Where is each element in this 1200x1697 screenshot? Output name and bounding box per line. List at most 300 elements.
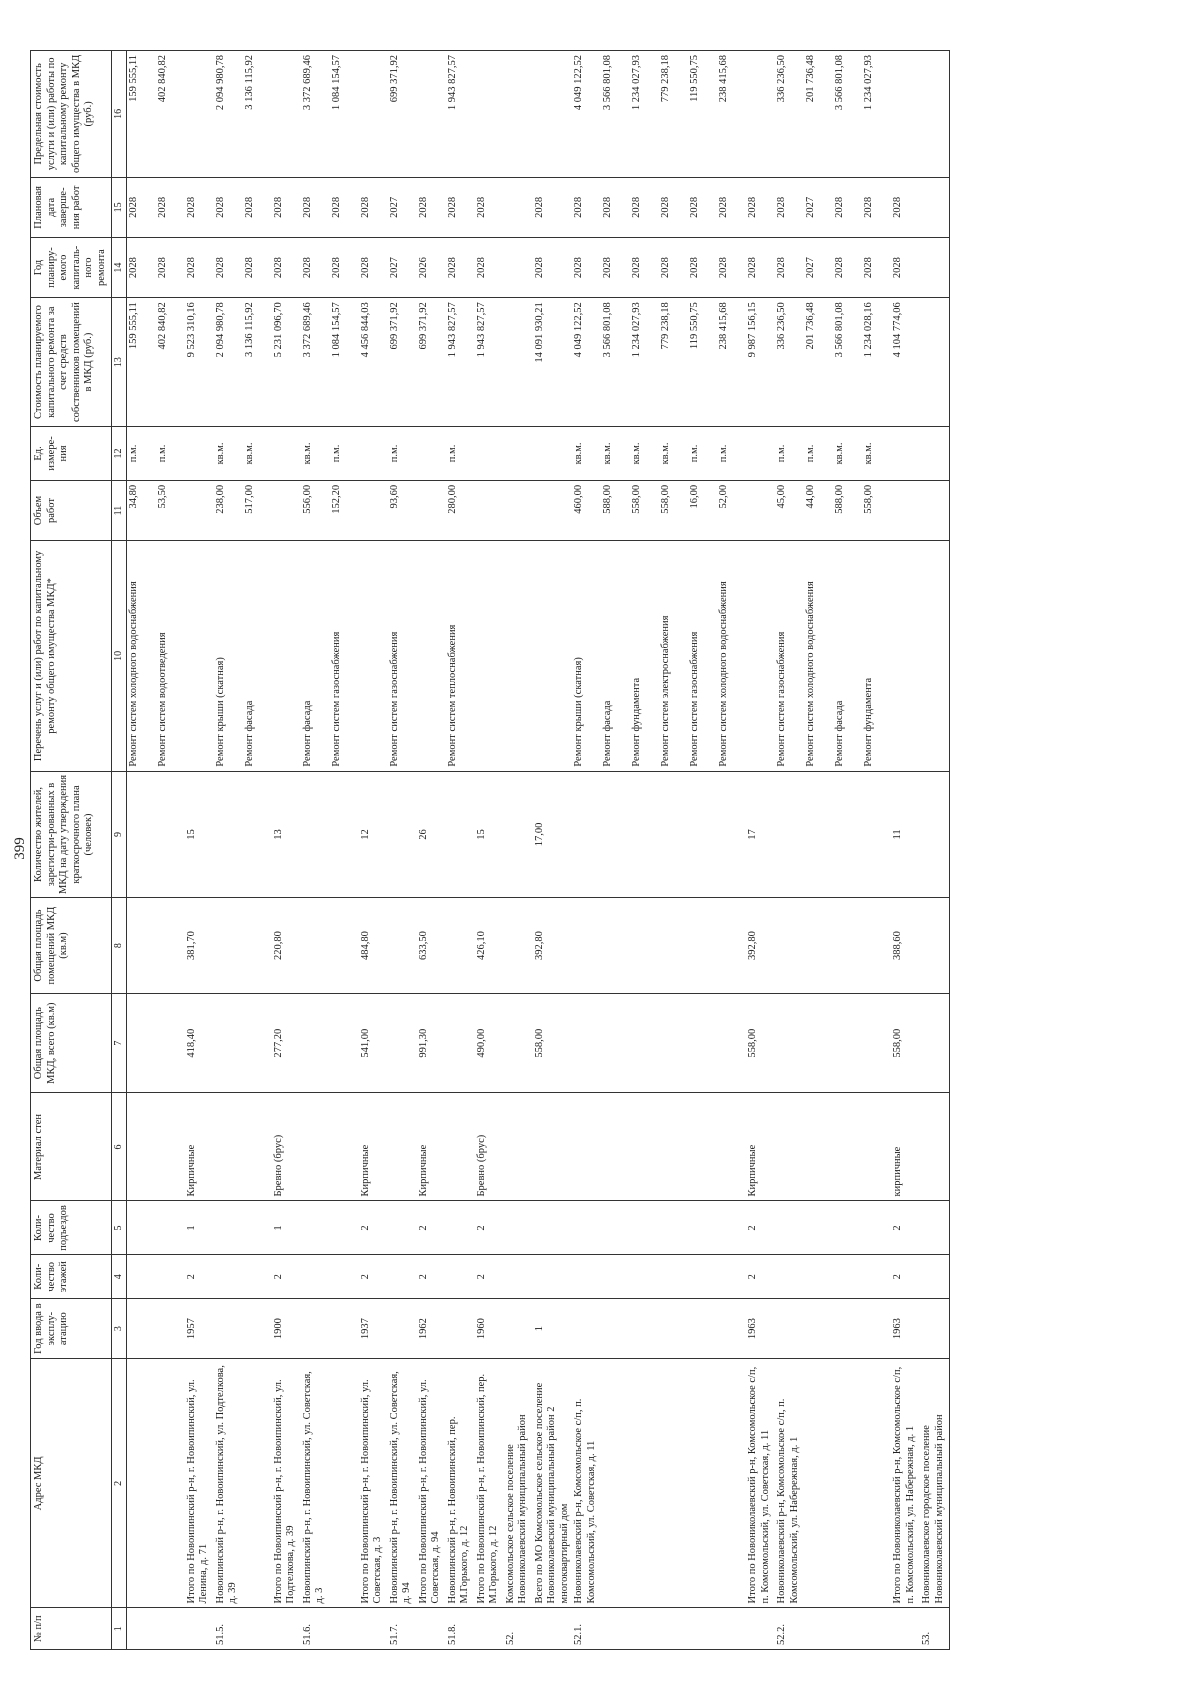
volume-cell [359,480,388,540]
volume-cell: 34,80 [126,480,156,540]
repair-year-cell: 2028 [891,237,920,297]
floors-cell [572,1255,601,1299]
end-year-cell: 2028 [214,177,243,237]
total-area-cell [862,993,891,1093]
column-header: Ед. измере-ния [31,426,112,480]
table-row [630,51,659,1650]
address-cell [688,1359,717,1608]
end-year-cell: 2028 [126,177,156,237]
volume-cell: 280,00 [446,480,475,540]
residents-cell [214,771,243,898]
limit-cost-cell: 336 236,50 [775,51,804,178]
work-type-cell: Ремонт систем газоснабжения [330,541,359,772]
unit-cell [533,426,573,480]
cost-cell: 3 566 801,08 [833,298,862,427]
premises-area-cell [920,898,950,994]
entrances-cell [630,1201,659,1255]
repair-year-cell: 2027 [804,237,833,297]
wall-material-cell: Бревно (брус) [475,1093,504,1201]
repair-year-cell: 2028 [659,237,688,297]
wall-material-cell [533,1093,573,1201]
column-header: Стоимость планируемого капитального ремонта за счет средств собственников помещений в МКД (руб.) [31,298,112,427]
total-area-cell [446,993,475,1093]
entrances-cell [301,1201,330,1255]
floors-cell [601,1255,630,1299]
column-number: 14 [111,237,126,297]
entrances-cell [862,1201,891,1255]
premises-area-cell [214,898,243,994]
volume-cell: 93,60 [388,480,417,540]
address-cell: Итого по Новониколаевский р-н, Комсомольское с/п, п. Комсомольский, ул. Набережная, д. 1 [891,1359,920,1608]
floors-cell [156,1255,185,1299]
row-number [630,1608,659,1650]
entrances-cell [804,1201,833,1255]
cost-cell: 2 094 980,78 [214,298,243,427]
address-cell: Новоипинский р-н, г. Новоипинский, ул. Советская, д. 94 [388,1359,417,1608]
residents-cell [446,771,475,898]
unit-cell: п.м. [775,426,804,480]
cost-cell: 14 091 930,21 [533,298,573,427]
repair-year-cell: 2028 [630,237,659,297]
year-built-cell [862,1299,891,1359]
total-area-cell [659,993,688,1093]
wall-material-cell [214,1093,243,1201]
column-number: 9 [111,771,126,898]
entrances-cell [504,1201,533,1255]
address-cell: Новоипинский р-н, г. Новоипинский, ул. Советская, д. 3 [301,1359,330,1608]
column-number: 1 [111,1608,126,1650]
volume-cell [475,480,504,540]
table-row [601,51,630,1650]
repair-year-cell [920,237,950,297]
unit-cell [185,426,214,480]
unit-cell [272,426,301,480]
wall-material-cell [920,1093,950,1201]
end-year-cell: 2028 [185,177,214,237]
unit-cell: п.м. [804,426,833,480]
cost-cell: 9 987 156,15 [746,298,775,427]
residents-cell [243,771,272,898]
cost-cell [920,298,950,427]
residents-cell [833,771,862,898]
total-area-cell: 991,30 [417,993,446,1093]
entrances-cell: 2 [746,1201,775,1255]
year-built-cell [688,1299,717,1359]
residents-cell [862,771,891,898]
year-built-cell [775,1299,804,1359]
repair-year-cell: 2028 [301,237,330,297]
work-type-cell: Ремонт крыши (скатная) [214,541,243,772]
table-row [572,51,601,1650]
floors-cell [533,1255,573,1299]
repair-year-cell: 2028 [330,237,359,297]
wall-material-cell [804,1093,833,1201]
table-row [243,51,272,1650]
table-row [746,51,775,1650]
end-year-cell: 2027 [388,177,417,237]
wall-material-cell [572,1093,601,1201]
row-number [601,1608,630,1650]
premises-area-cell: 381,70 [185,898,214,994]
volume-cell: 45,00 [775,480,804,540]
residents-cell: 17 [746,771,775,898]
unit-cell: п.м. [156,426,185,480]
premises-area-cell [659,898,688,994]
address-cell: Итого по Новоипинский р-н, г. Новоипинский, пер. М.Горького, д. 12 [475,1359,504,1608]
volume-cell: 588,00 [601,480,630,540]
floors-cell: 2 [185,1255,214,1299]
cost-cell: 238 415,68 [717,298,746,427]
limit-cost-cell: 402 840,82 [156,51,185,178]
premises-area-cell [775,898,804,994]
year-built-cell [804,1299,833,1359]
year-built-cell [833,1299,862,1359]
repair-year-cell: 2028 [359,237,388,297]
work-type-cell [475,541,504,772]
table-row [446,51,475,1650]
end-year-cell: 2028 [862,177,891,237]
table-row [891,51,920,1650]
limit-cost-cell: 201 736,48 [804,51,833,178]
residents-cell [630,771,659,898]
cost-cell [504,298,533,427]
wall-material-cell [301,1093,330,1201]
column-number: 8 [111,898,126,994]
cost-cell: 9 523 310,16 [185,298,214,427]
unit-cell: кв.м. [243,426,272,480]
limit-cost-cell: 4 049 122,52 [572,51,601,178]
column-header: Общая площадь помещений МКД (кв.м) [31,898,112,994]
total-area-cell [126,993,156,1093]
volume-cell: 152,20 [330,480,359,540]
unit-cell: кв.м. [601,426,630,480]
end-year-cell: 2028 [746,177,775,237]
cost-cell: 1 084 154,57 [330,298,359,427]
cost-cell: 1 943 827,57 [475,298,504,427]
total-area-cell [601,993,630,1093]
work-type-cell: Ремонт крыши (скатная) [572,541,601,772]
total-area-cell: 558,00 [533,993,573,1093]
cost-cell: 159 555,11 [126,298,156,427]
wall-material-cell [504,1093,533,1201]
volume-cell: 517,00 [243,480,272,540]
premises-area-cell: 392,80 [533,898,573,994]
entrances-cell [388,1201,417,1255]
address-cell [126,1359,156,1608]
year-built-cell: 1963 [746,1299,775,1359]
residents-cell: 15 [475,771,504,898]
wall-material-cell [659,1093,688,1201]
repair-year-cell: 2026 [417,237,446,297]
limit-cost-cell: 3 566 801,08 [601,51,630,178]
wall-material-cell [717,1093,746,1201]
row-number [891,1608,920,1650]
premises-area-cell [601,898,630,994]
end-year-cell [920,177,950,237]
cost-cell: 402 840,82 [156,298,185,427]
row-number [833,1608,862,1650]
column-header: Коли-чество этажей [31,1255,112,1299]
row-number [156,1608,185,1650]
cost-cell: 3 566 801,08 [601,298,630,427]
address-cell: Новоипинский р-н, г. Новоипинский, ул. Подтелкова, д. 39 [214,1359,243,1608]
work-type-cell [746,541,775,772]
residents-cell: 26 [417,771,446,898]
unit-cell [475,426,504,480]
column-header: Материал стен [31,1093,112,1201]
limit-cost-cell: 3 566 801,08 [833,51,862,178]
entrances-cell [833,1201,862,1255]
row-number [417,1608,446,1650]
floors-cell [630,1255,659,1299]
cost-cell: 4 104 774,06 [891,298,920,427]
wall-material-cell [833,1093,862,1201]
total-area-cell: 558,00 [891,993,920,1093]
cost-cell: 699 371,92 [417,298,446,427]
premises-area-cell: 426,10 [475,898,504,994]
residents-cell [572,771,601,898]
repair-year-cell: 2028 [862,237,891,297]
unit-cell: кв.м. [833,426,862,480]
volume-cell [891,480,920,540]
volume-cell: 238,00 [214,480,243,540]
wall-material-cell: Кирпичные [746,1093,775,1201]
wall-material-cell [388,1093,417,1201]
total-area-cell [775,993,804,1093]
year-built-cell: 1963 [891,1299,920,1359]
row-number [717,1608,746,1650]
entrances-cell [533,1201,573,1255]
wall-material-cell: Бревно (брус) [272,1093,301,1201]
premises-area-cell [504,898,533,994]
cost-cell: 201 736,48 [804,298,833,427]
address-cell [601,1359,630,1608]
unit-cell: п.м. [717,426,746,480]
repair-year-cell: 2028 [243,237,272,297]
year-built-cell: 1962 [417,1299,446,1359]
limit-cost-cell [746,51,775,178]
end-year-cell [504,177,533,237]
work-type-cell [272,541,301,772]
entrances-cell: 2 [891,1201,920,1255]
residents-cell: 13 [272,771,301,898]
cost-cell: 4 456 844,03 [359,298,388,427]
floors-cell [717,1255,746,1299]
column-number: 7 [111,993,126,1093]
volume-cell: 16,00 [688,480,717,540]
repair-year-cell: 2028 [572,237,601,297]
work-type-cell: Ремонт фасада [601,541,630,772]
year-built-cell [572,1299,601,1359]
row-number [804,1608,833,1650]
work-type-cell: Ремонт систем электроснабжения [659,541,688,772]
end-year-cell: 2028 [833,177,862,237]
floors-cell [243,1255,272,1299]
residents-cell [156,771,185,898]
unit-cell [746,426,775,480]
volume-cell [533,480,573,540]
unit-cell: кв.м. [301,426,330,480]
end-year-cell: 2028 [243,177,272,237]
entrances-cell: 2 [417,1201,446,1255]
residents-cell [659,771,688,898]
unit-cell [417,426,446,480]
cost-cell: 779 238,18 [659,298,688,427]
table-row [185,51,214,1650]
row-number: 51.8. [446,1608,475,1650]
year-built-cell: 1 [533,1299,573,1359]
work-type-cell [359,541,388,772]
end-year-cell: 2028 [330,177,359,237]
total-area-cell: 490,00 [475,993,504,1093]
limit-cost-cell: 238 415,68 [717,51,746,178]
address-cell: Итого по Новоипинский р-н, г. Новоипинский, ул. Ленина, д. 71 [185,1359,214,1608]
column-number: 16 [111,51,126,178]
premises-area-cell [446,898,475,994]
entrances-cell [214,1201,243,1255]
table-row [862,51,891,1650]
premises-area-cell: 633,50 [417,898,446,994]
floors-cell [862,1255,891,1299]
year-built-cell [156,1299,185,1359]
address-cell: Новониколаевский р-н, Комсомольское с/п, п. Комсомольский, ул. Советская, д. 11 [572,1359,601,1608]
total-area-cell [572,993,601,1093]
column-number: 5 [111,1201,126,1255]
floors-cell [214,1255,243,1299]
repair-year-cell: 2028 [833,237,862,297]
limit-cost-cell [359,51,388,178]
end-year-cell: 2028 [475,177,504,237]
residents-cell [388,771,417,898]
volume-cell: 460,00 [572,480,601,540]
work-type-cell: Ремонт систем газоснабжения [688,541,717,772]
unit-cell [504,426,533,480]
end-year-cell: 2028 [417,177,446,237]
cost-cell: 5 231 096,70 [272,298,301,427]
repair-year-cell: 2028 [475,237,504,297]
table-row [533,51,573,1650]
limit-cost-cell: 159 555,11 [126,51,156,178]
repair-year-cell: 2028 [688,237,717,297]
address-cell: Новоипинский р-н, г. Новоипинский, пер. М.Горького, д. 12 [446,1359,475,1608]
residents-cell [775,771,804,898]
premises-area-cell [243,898,272,994]
address-cell [156,1359,185,1608]
table-row [214,51,243,1650]
entrances-cell [446,1201,475,1255]
residents-cell [601,771,630,898]
wall-material-cell [688,1093,717,1201]
volume-cell: 52,00 [717,480,746,540]
row-number [243,1608,272,1650]
table-row [301,51,330,1650]
year-built-cell [301,1299,330,1359]
year-built-cell [330,1299,359,1359]
work-type-cell: Ремонт систем водоотведения [156,541,185,772]
work-type-cell [504,541,533,772]
limit-cost-cell [185,51,214,178]
column-number: 12 [111,426,126,480]
wall-material-cell [126,1093,156,1201]
column-header: № п/п [31,1608,112,1650]
cost-cell: 336 236,50 [775,298,804,427]
volume-cell: 53,50 [156,480,185,540]
table-row [804,51,833,1650]
premises-area-cell [862,898,891,994]
entrances-cell [659,1201,688,1255]
wall-material-cell: кирпичные [891,1093,920,1201]
residents-cell: 15 [185,771,214,898]
volume-cell: 558,00 [659,480,688,540]
entrances-cell [775,1201,804,1255]
end-year-cell: 2028 [156,177,185,237]
row-number [126,1608,156,1650]
work-type-cell: Ремонт систем теплоснабжения [446,541,475,772]
end-year-cell: 2028 [272,177,301,237]
entrances-cell [688,1201,717,1255]
row-number [688,1608,717,1650]
table-row [359,51,388,1650]
limit-cost-cell: 779 238,18 [659,51,688,178]
floors-cell [833,1255,862,1299]
work-type-cell: Ремонт систем газоснабжения [775,541,804,772]
floors-cell [688,1255,717,1299]
row-number [475,1608,504,1650]
residents-cell [920,771,950,898]
row-number: 51.5. [214,1608,243,1650]
cost-cell: 4 049 122,52 [572,298,601,427]
wall-material-cell [630,1093,659,1201]
row-number: 53. [920,1608,950,1650]
entrances-cell [572,1201,601,1255]
volume-cell: 44,00 [804,480,833,540]
cost-cell: 699 371,92 [388,298,417,427]
row-number [359,1608,388,1650]
unit-cell [920,426,950,480]
row-number: 52.2. [775,1608,804,1650]
unit-cell: кв.м. [214,426,243,480]
row-number [533,1608,573,1650]
volume-cell: 556,00 [301,480,330,540]
limit-cost-cell: 119 550,75 [688,51,717,178]
entrances-cell: 2 [475,1201,504,1255]
repair-year-cell [504,237,533,297]
premises-area-cell [156,898,185,994]
cost-cell: 1 943 827,57 [446,298,475,427]
repair-year-cell: 2028 [746,237,775,297]
floors-cell: 2 [891,1255,920,1299]
year-built-cell: 1960 [475,1299,504,1359]
end-year-cell: 2028 [775,177,804,237]
floors-cell: 2 [272,1255,301,1299]
address-cell [630,1359,659,1608]
table-row [388,51,417,1650]
unit-cell: п.м. [330,426,359,480]
unit-cell: п.м. [126,426,156,480]
address-cell: Комсомольское сельское поселение Новониколаевский муниципальный район [504,1359,533,1608]
table-row [156,51,185,1650]
column-header: Объем работ [31,480,112,540]
address-cell [243,1359,272,1608]
end-year-cell: 2028 [533,177,573,237]
floors-cell: 2 [475,1255,504,1299]
repair-year-cell: 2028 [185,237,214,297]
premises-area-cell [126,898,156,994]
column-header: Общая площадь МКД, всего (кв.м) [31,993,112,1093]
address-cell [330,1359,359,1608]
column-header: Год ввода в эксплу-атацию [31,1299,112,1359]
table-body [126,51,950,1650]
